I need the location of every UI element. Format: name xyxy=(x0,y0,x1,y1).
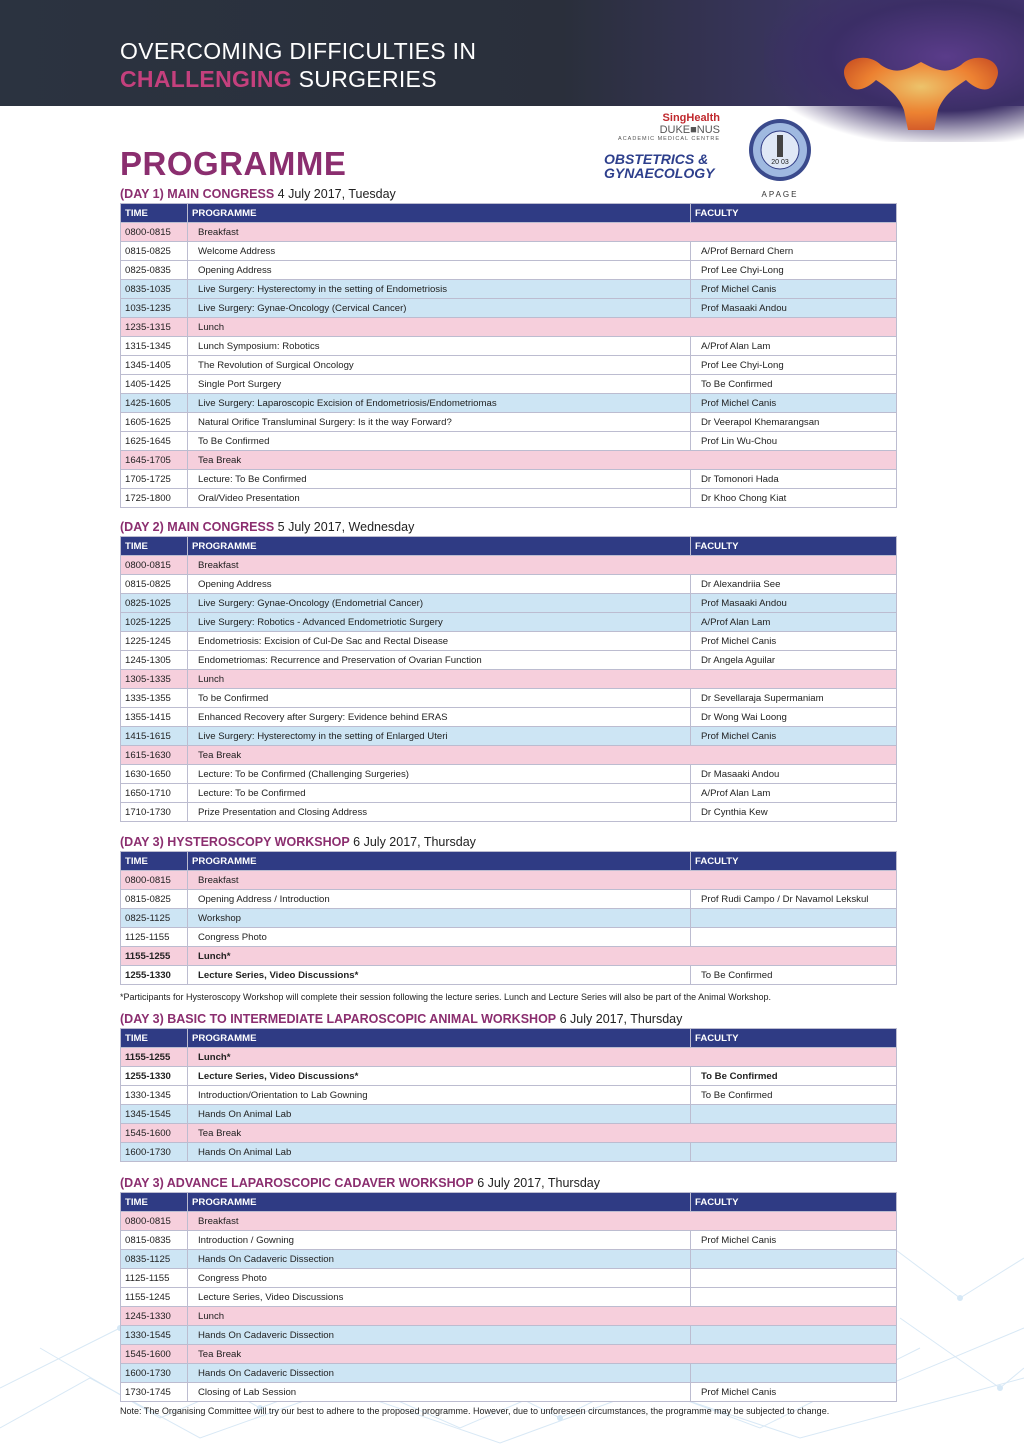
table-row xyxy=(121,375,897,394)
faculty-cell: A/Prof Bernard Chern xyxy=(691,242,897,261)
programme-cell: Hands On Cadaveric Dissection xyxy=(188,1250,691,1269)
programme-cell: Hands On Cadaveric Dissection xyxy=(188,1364,691,1383)
col-header-faculty: FACULTY xyxy=(691,1029,897,1048)
faculty-cell xyxy=(691,909,897,928)
programme-cell: Oral/Video Presentation xyxy=(188,489,691,508)
programme-cell: Natural Orifice Transluminal Surgery: Is it the way Forward? xyxy=(188,413,691,432)
faculty-cell: Prof Lee Chyi-Long xyxy=(691,356,897,375)
programme-cell: Lunch xyxy=(188,1307,897,1326)
programme-cell: Enhanced Recovery after Surgery: Evidence behind ERAS xyxy=(188,708,691,727)
table-row xyxy=(121,966,897,985)
programme-cell: Lecture Series, Video Discussions* xyxy=(188,1067,691,1086)
programme-cell: Lecture: To Be Confirmed xyxy=(188,470,691,489)
page-title: PROGRAMME xyxy=(120,145,347,182)
day3c-date: 6 July 2017, Thursday xyxy=(473,1176,600,1190)
programme-cell: Lecture: To be Confirmed xyxy=(188,784,691,803)
table-row xyxy=(121,784,897,803)
faculty-cell xyxy=(691,1364,897,1383)
time-cell: 0815-0825 xyxy=(121,575,188,594)
faculty-cell: A/Prof Alan Lam xyxy=(691,784,897,803)
programme-cell: Live Surgery: Laparoscopic Excision of Endometriosis/Endometriomas xyxy=(188,394,691,413)
time-cell: 1600-1730 xyxy=(121,1143,188,1162)
day3c-table xyxy=(120,1192,897,1402)
col-header-programme: PROGRAMME xyxy=(188,1193,691,1212)
programme-cell: Breakfast xyxy=(188,556,897,575)
time-cell: 1545-1600 xyxy=(121,1124,188,1143)
programme-cell: Tea Break xyxy=(188,1345,897,1364)
time-cell: 1405-1425 xyxy=(121,375,188,394)
table-row xyxy=(121,318,897,337)
programme-cell: Lecture: To be Confirmed (Challenging Surgeries) xyxy=(188,765,691,784)
col-header-time: TIME xyxy=(121,1193,188,1212)
time-cell: 0825-1125 xyxy=(121,909,188,928)
programme-cell: Tea Break xyxy=(188,1124,897,1143)
time-cell: 1625-1645 xyxy=(121,432,188,451)
programme-cell: Live Surgery: Gynae-Oncology (Endometrial Cancer) xyxy=(188,594,691,613)
faculty-cell: To Be Confirmed xyxy=(691,1067,897,1086)
table-row xyxy=(121,947,897,966)
time-cell: 0825-1025 xyxy=(121,594,188,613)
table-row xyxy=(121,470,897,489)
time-cell: 1035-1235 xyxy=(121,299,188,318)
time-cell: 1330-1345 xyxy=(121,1086,188,1105)
hysteroscopy-footnote: *Participants for Hysteroscopy Workshop will complete their session following the lecture series. Lunch and Lecture Series will also be part of the Animal Workshop. xyxy=(120,992,771,1002)
time-cell: 0815-0825 xyxy=(121,890,188,909)
table-row xyxy=(121,1105,897,1124)
programme-cell: Breakfast xyxy=(188,223,897,242)
day3-hysteroscopy-section xyxy=(120,834,896,985)
apage-label: APAGE xyxy=(761,190,799,199)
table-row xyxy=(121,223,897,242)
faculty-cell: A/Prof Alan Lam xyxy=(691,337,897,356)
time-cell: 1155-1255 xyxy=(121,1048,188,1067)
table-row xyxy=(121,337,897,356)
table-row xyxy=(121,242,897,261)
table-row xyxy=(121,1212,897,1231)
table-row xyxy=(121,1067,897,1086)
table-row xyxy=(121,890,897,909)
programme-cell: Hands On Animal Lab xyxy=(188,1105,691,1124)
table-header-row xyxy=(121,1193,897,1212)
col-header-programme: PROGRAMME xyxy=(188,852,691,871)
table-row xyxy=(121,613,897,632)
table-row xyxy=(121,1364,897,1383)
time-cell: 0800-0815 xyxy=(121,871,188,890)
faculty-cell: Prof Masaaki Andou xyxy=(691,299,897,318)
col-header-faculty: FACULTY xyxy=(691,537,897,556)
time-cell: 1155-1245 xyxy=(121,1288,188,1307)
programme-cell: Workshop xyxy=(188,909,691,928)
programme-cell: Lunch* xyxy=(188,1048,897,1067)
day3-animal-section xyxy=(120,1011,896,1162)
programme-cell: Prize Presentation and Closing Address xyxy=(188,803,691,822)
col-header-programme: PROGRAMME xyxy=(188,537,691,556)
table-header-row xyxy=(121,537,897,556)
programme-cell: Lunch Symposium: Robotics xyxy=(188,337,691,356)
table-header-row xyxy=(121,852,897,871)
table-row xyxy=(121,670,897,689)
time-cell: 1545-1600 xyxy=(121,1345,188,1364)
time-cell: 1630-1650 xyxy=(121,765,188,784)
faculty-cell: Dr Tomonori Hada xyxy=(691,470,897,489)
time-cell: 0800-0815 xyxy=(121,223,188,242)
table-header-row xyxy=(121,204,897,223)
day3b-table xyxy=(120,1028,897,1162)
event-title xyxy=(120,37,476,93)
day2-table xyxy=(120,536,897,822)
table-row xyxy=(121,261,897,280)
faculty-cell: Prof Masaaki Andou xyxy=(691,594,897,613)
table-row xyxy=(121,432,897,451)
table-row xyxy=(121,651,897,670)
time-cell: 0835-1035 xyxy=(121,280,188,299)
faculty-cell: A/Prof Alan Lam xyxy=(691,613,897,632)
faculty-cell xyxy=(691,1326,897,1345)
time-cell: 0815-0835 xyxy=(121,1231,188,1250)
col-header-time: TIME xyxy=(121,852,188,871)
programme-cell: Introduction / Gowning xyxy=(188,1231,691,1250)
table-row xyxy=(121,746,897,765)
faculty-cell xyxy=(691,1105,897,1124)
day1-table xyxy=(120,203,897,508)
table-row xyxy=(121,1345,897,1364)
table-row xyxy=(121,1250,897,1269)
programme-cell: Congress Photo xyxy=(188,1269,691,1288)
programme-cell: Breakfast xyxy=(188,1212,897,1231)
faculty-cell xyxy=(691,928,897,947)
faculty-cell: Dr Alexandriia See xyxy=(691,575,897,594)
col-header-programme: PROGRAMME xyxy=(188,1029,691,1048)
table-row xyxy=(121,803,897,822)
department-line1: OBSTETRICS & xyxy=(604,151,709,167)
time-cell: 1255-1330 xyxy=(121,966,188,985)
time-cell: 1245-1305 xyxy=(121,651,188,670)
faculty-cell: Dr Wong Wai Loong xyxy=(691,708,897,727)
table-row xyxy=(121,1383,897,1402)
time-cell: 1125-1155 xyxy=(121,928,188,947)
programme-cell: Lunch xyxy=(188,318,897,337)
time-cell: 1650-1710 xyxy=(121,784,188,803)
programme-cell: Closing of Lab Session xyxy=(188,1383,691,1402)
programme-cell: Breakfast xyxy=(188,871,897,890)
time-cell: 0815-0825 xyxy=(121,242,188,261)
programme-cell: Hands On Animal Lab xyxy=(188,1143,691,1162)
col-header-faculty: FACULTY xyxy=(691,204,897,223)
apage-seal-icon xyxy=(747,117,813,183)
programme-cell: Live Surgery: Gynae-Oncology (Cervical Cancer) xyxy=(188,299,691,318)
table-row xyxy=(121,708,897,727)
table-row xyxy=(121,1307,897,1326)
day1-section xyxy=(120,186,896,508)
uterus-illustration-icon xyxy=(826,40,1016,130)
time-cell: 1155-1255 xyxy=(121,947,188,966)
faculty-cell xyxy=(691,1288,897,1307)
apage-year: 20 03 xyxy=(771,159,789,166)
table-row xyxy=(121,575,897,594)
time-cell: 1415-1615 xyxy=(121,727,188,746)
table-row xyxy=(121,689,897,708)
programme-cell: Tea Break xyxy=(188,746,897,765)
faculty-cell: Prof Lee Chyi-Long xyxy=(691,261,897,280)
faculty-cell: Prof Michel Canis xyxy=(691,1231,897,1250)
table-row xyxy=(121,632,897,651)
table-row xyxy=(121,1048,897,1067)
time-cell: 1330-1545 xyxy=(121,1326,188,1345)
time-cell: 1725-1800 xyxy=(121,489,188,508)
table-row xyxy=(121,299,897,318)
day3a-date: 6 July 2017, Thursday xyxy=(349,835,476,849)
table-row xyxy=(121,356,897,375)
time-cell: 1225-1245 xyxy=(121,632,188,651)
table-header-row xyxy=(121,1029,897,1048)
singhealth-logo xyxy=(600,112,720,180)
faculty-cell: Prof Lin Wu-Chou xyxy=(691,432,897,451)
faculty-cell xyxy=(691,1269,897,1288)
programme-cell: Live Surgery: Robotics - Advanced Endometriotic Surgery xyxy=(188,613,691,632)
faculty-cell: Dr Khoo Chong Kiat xyxy=(691,489,897,508)
day2-section xyxy=(120,519,896,822)
time-cell: 1425-1605 xyxy=(121,394,188,413)
table-row xyxy=(121,765,897,784)
day1-date: 4 July 2017, Tuesday xyxy=(274,187,396,201)
table-row xyxy=(121,727,897,746)
table-row xyxy=(121,1086,897,1105)
duke-nus-name: DUKE■NUS xyxy=(659,124,720,136)
faculty-cell: To Be Confirmed xyxy=(691,966,897,985)
faculty-cell xyxy=(691,1250,897,1269)
col-header-time: TIME xyxy=(121,537,188,556)
time-cell: 0835-1125 xyxy=(121,1250,188,1269)
programme-cell: Lecture Series, Video Discussions* xyxy=(188,966,691,985)
programme-cell: Hands On Cadaveric Dissection xyxy=(188,1326,691,1345)
department-line2: GYNAECOLOGY xyxy=(604,165,715,181)
table-row xyxy=(121,928,897,947)
programme-cell: Opening Address xyxy=(188,575,691,594)
col-header-time: TIME xyxy=(121,204,188,223)
time-cell: 1730-1745 xyxy=(121,1383,188,1402)
table-row xyxy=(121,394,897,413)
time-cell: 1345-1405 xyxy=(121,356,188,375)
table-row xyxy=(121,451,897,470)
time-cell: 1235-1315 xyxy=(121,318,188,337)
time-cell: 0800-0815 xyxy=(121,1212,188,1231)
programme-cell: To Be Confirmed xyxy=(188,432,691,451)
day3b-heading xyxy=(120,1011,896,1028)
programme-cell: Congress Photo xyxy=(188,928,691,947)
col-header-programme: PROGRAMME xyxy=(188,204,691,223)
faculty-cell: Prof Michel Canis xyxy=(691,1383,897,1402)
col-header-time: TIME xyxy=(121,1029,188,1048)
event-title-accent: CHALLENGING xyxy=(120,66,292,92)
day2-label: (DAY 2) MAIN CONGRESS xyxy=(120,520,275,534)
table-row xyxy=(121,489,897,508)
event-title-line2 xyxy=(120,65,476,93)
time-cell: 1605-1625 xyxy=(121,413,188,432)
programme-cell: Opening Address / Introduction xyxy=(188,890,691,909)
programme-cell: Introduction/Orientation to Lab Gowning xyxy=(188,1086,691,1105)
programme-cell: Lunch* xyxy=(188,947,897,966)
day2-heading xyxy=(120,519,896,536)
time-cell: 1710-1730 xyxy=(121,803,188,822)
disclaimer-note: Note: The Organising Committee will try our best to adhere to the proposed programme. However, due to unforeseen circumstances, the programme may be subjected to change. xyxy=(120,1406,830,1416)
day3a-table xyxy=(120,851,897,985)
time-cell: 1600-1730 xyxy=(121,1364,188,1383)
time-cell: 1255-1330 xyxy=(121,1067,188,1086)
time-cell: 1355-1415 xyxy=(121,708,188,727)
day1-label: (DAY 1) MAIN CONGRESS xyxy=(120,187,275,201)
faculty-cell: Prof Rudi Campo / Dr Navamol Lekskul xyxy=(691,890,897,909)
programme-cell: Lunch xyxy=(188,670,897,689)
table-row xyxy=(121,1269,897,1288)
table-row xyxy=(121,280,897,299)
faculty-cell: Dr Masaaki Andou xyxy=(691,765,897,784)
day2-date: 5 July 2017, Wednesday xyxy=(274,520,415,534)
table-row xyxy=(121,413,897,432)
time-cell: 1615-1630 xyxy=(121,746,188,765)
programme-cell: Welcome Address xyxy=(188,242,691,261)
programme-cell: Single Port Surgery xyxy=(188,375,691,394)
event-title-line1: OVERCOMING DIFFICULTIES IN xyxy=(120,38,477,64)
time-cell: 1125-1155 xyxy=(121,1269,188,1288)
day3a-heading xyxy=(120,834,896,851)
amc-label: ACADEMIC MEDICAL CENTRE xyxy=(618,136,720,142)
table-row xyxy=(121,871,897,890)
time-cell: 1335-1355 xyxy=(121,689,188,708)
table-row xyxy=(121,1326,897,1345)
time-cell: 1345-1545 xyxy=(121,1105,188,1124)
time-cell: 1705-1725 xyxy=(121,470,188,489)
department-logo-text xyxy=(600,152,720,180)
day3b-date: 6 July 2017, Thursday xyxy=(556,1012,683,1026)
table-row xyxy=(121,556,897,575)
faculty-cell: Prof Michel Canis xyxy=(691,394,897,413)
singhealth-name: SingHealth xyxy=(662,112,720,124)
programme-cell: Endometriosis: Excision of Cul-De Sac and Rectal Disease xyxy=(188,632,691,651)
programme-cell: Lecture Series, Video Discussions xyxy=(188,1288,691,1307)
programme-cell: Tea Break xyxy=(188,451,897,470)
day3-cadaver-section xyxy=(120,1175,896,1402)
programme-cell: Opening Address xyxy=(188,261,691,280)
table-row xyxy=(121,1288,897,1307)
programme-cell: To be Confirmed xyxy=(188,689,691,708)
day1-heading xyxy=(120,186,896,203)
time-cell: 1315-1345 xyxy=(121,337,188,356)
col-header-faculty: FACULTY xyxy=(691,1193,897,1212)
programme-cell: Live Surgery: Hysterectomy in the setting of Enlarged Uteri xyxy=(188,727,691,746)
time-cell: 1025-1225 xyxy=(121,613,188,632)
day3c-label: (DAY 3) ADVANCE LAPAROSCOPIC CADAVER WORKSHOP xyxy=(120,1176,474,1190)
table-row xyxy=(121,1143,897,1162)
faculty-cell: Dr Sevellaraja Supermaniam xyxy=(691,689,897,708)
event-title-rest: SURGERIES xyxy=(291,66,437,92)
programme-cell: Endometriomas: Recurrence and Preservation of Ovarian Function xyxy=(188,651,691,670)
table-row xyxy=(121,909,897,928)
time-cell: 0825-0835 xyxy=(121,261,188,280)
time-cell: 1645-1705 xyxy=(121,451,188,470)
faculty-cell xyxy=(691,1143,897,1162)
faculty-cell: Prof Michel Canis xyxy=(691,632,897,651)
faculty-cell: Dr Cynthia Kew xyxy=(691,803,897,822)
time-cell: 1305-1335 xyxy=(121,670,188,689)
programme-cell: The Revolution of Surgical Oncology xyxy=(188,356,691,375)
faculty-cell: Prof Michel Canis xyxy=(691,280,897,299)
table-row xyxy=(121,594,897,613)
faculty-cell: Prof Michel Canis xyxy=(691,727,897,746)
faculty-cell: To Be Confirmed xyxy=(691,1086,897,1105)
time-cell: 1245-1330 xyxy=(121,1307,188,1326)
programme-cell: Live Surgery: Hysterectomy in the setting of Endometriosis xyxy=(188,280,691,299)
faculty-cell: Dr Angela Aguilar xyxy=(691,651,897,670)
col-header-faculty: FACULTY xyxy=(691,852,897,871)
faculty-cell: To Be Confirmed xyxy=(691,375,897,394)
day3c-heading xyxy=(120,1175,896,1192)
day3a-label: (DAY 3) HYSTEROSCOPY WORKSHOP xyxy=(120,835,350,849)
faculty-cell: Dr Veerapol Khemarangsan xyxy=(691,413,897,432)
time-cell: 0800-0815 xyxy=(121,556,188,575)
table-row xyxy=(121,1124,897,1143)
table-row xyxy=(121,1231,897,1250)
day3b-label: (DAY 3) BASIC TO INTERMEDIATE LAPAROSCOPIC ANIMAL WORKSHOP xyxy=(120,1012,557,1026)
